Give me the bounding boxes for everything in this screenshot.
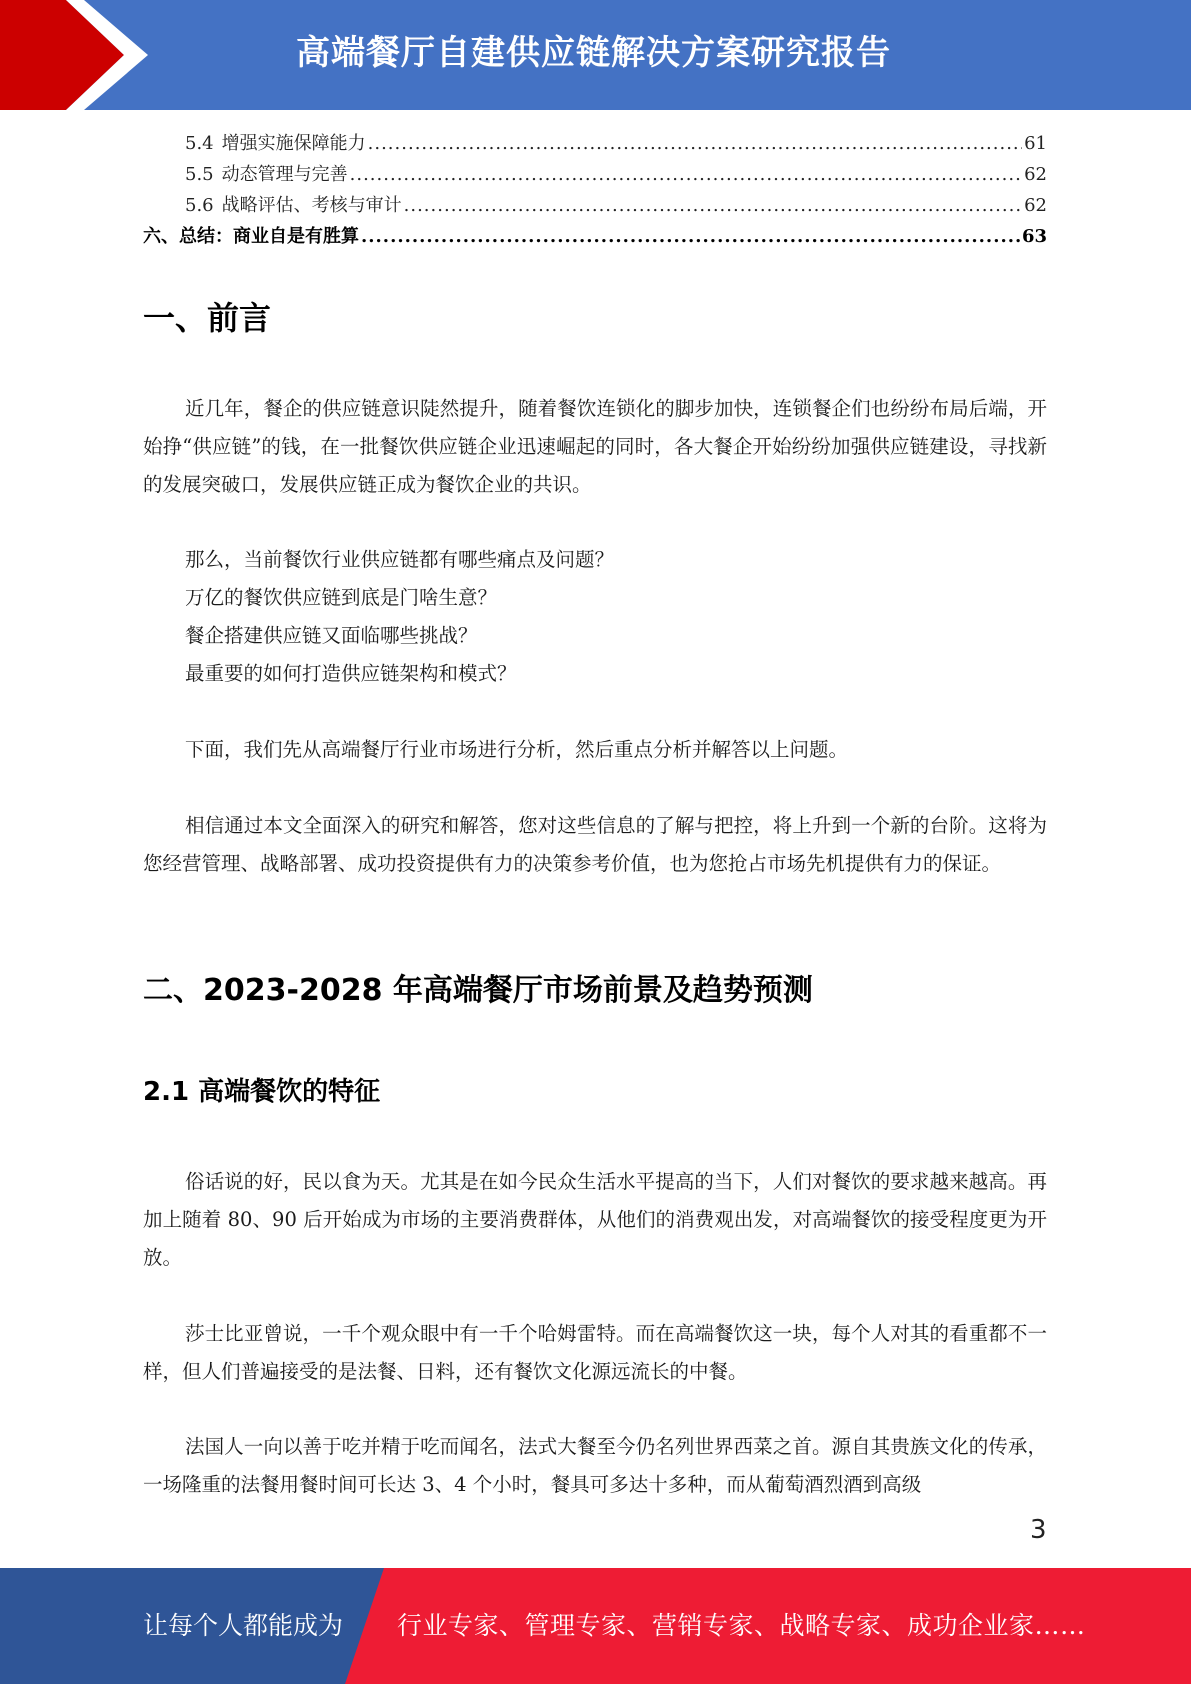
toc-entry-page: 62 bbox=[1024, 164, 1047, 185]
toc-leader-dots bbox=[404, 190, 1022, 221]
toc-entry-page: 63 bbox=[1021, 226, 1047, 247]
toc-leader-dots bbox=[350, 159, 1022, 190]
table-of-contents bbox=[143, 128, 1047, 252]
footer-slogan-left: 让每个人都能成为 bbox=[143, 1611, 344, 1640]
toc-entry-number: 5.6 bbox=[185, 195, 214, 216]
toc-entry-major[interactable] bbox=[143, 221, 1047, 252]
toc-leader-dots bbox=[361, 221, 1020, 252]
toc-entry-title: 动态管理与完善 bbox=[221, 164, 348, 185]
toc-entry-number: 5.5 bbox=[185, 164, 214, 185]
toc-leader-dots bbox=[368, 128, 1022, 159]
question-item: 万亿的餐饮供应链到底是门啥生意？ bbox=[185, 586, 498, 609]
subsection-heading-features: 2.1 高端餐饮的特征 bbox=[143, 1077, 381, 1107]
paragraph: 俗话说的好，民以食为天。尤其是在如今民众生活水平提高的当下，人们对餐饮的要求越来越高。再加上随着 80、90 后开始成为市场的主要消费群体，从他们的消费观出发，对高端餐饮的接受程度更为开放。 bbox=[143, 1170, 1047, 1269]
page-number: 3 bbox=[1030, 1515, 1047, 1545]
header-banner bbox=[0, 0, 1191, 110]
paragraph: 法国人一向以善于吃并精于吃而闻名，法式大餐至今仍名列世界西菜之首。源自其贵族文化的传承，一场隆重的法餐用餐时间可长达 3、4 个小时，餐具可多达十多种，而从葡萄酒烈酒到高级 bbox=[143, 1435, 1047, 1496]
toc-entry-page: 62 bbox=[1024, 195, 1047, 216]
footer-banner bbox=[0, 1568, 1191, 1684]
toc-entry[interactable] bbox=[143, 159, 1047, 190]
toc-entry-title: 战略评估、考核与审计 bbox=[221, 195, 402, 216]
toc-entry-number: 5.4 bbox=[185, 133, 214, 154]
toc-entry-title: 总结：商业自是有胜算 bbox=[179, 226, 359, 247]
section-heading-preface: 一、前言 bbox=[143, 299, 272, 337]
toc-entry-page: 61 bbox=[1024, 133, 1047, 154]
question-item: 餐企搭建供应链又面临哪些挑战？ bbox=[185, 624, 478, 647]
question-list bbox=[185, 541, 614, 693]
header-arrow-decoration bbox=[0, 0, 160, 110]
paragraph: 相信通过本文全面深入的研究和解答，您对这些信息的了解与把控，将上升到一个新的台阶。这将为您经营管理、战略部署、成功投资提供有力的决策参考价值，也为您抢占市场先机提供有力的保证。 bbox=[143, 814, 1047, 875]
question-item: 最重要的如何打造供应链架构和模式？ bbox=[185, 662, 517, 685]
paragraph: 莎士比亚曾说，一千个观众眼中有一千个哈姆雷特。而在高端餐饮这一块，每个人对其的看重都不一样，但人们普遍接受的是法餐、日料，还有餐饮文化源远流长的中餐。 bbox=[143, 1322, 1047, 1383]
footer-slogan-right: 行业专家、管理专家、营销专家、战略专家、成功企业家…… bbox=[397, 1611, 1086, 1640]
paragraph: 下面，我们先从高端餐厅行业市场进行分析，然后重点分析并解答以上问题。 bbox=[185, 738, 849, 761]
toc-entry[interactable] bbox=[143, 128, 1047, 159]
toc-entry-title: 增强实施保障能力 bbox=[221, 133, 366, 154]
report-title: 高端餐厅自建供应链解决方案研究报告 bbox=[296, 33, 891, 73]
question-item: 那么，当前餐饮行业供应链都有哪些痛点及问题？ bbox=[185, 548, 615, 571]
paragraph: 近几年，餐企的供应链意识陡然提升，随着餐饮连锁化的脚步加快，连锁餐企们也纷纷布局后端，开始挣“供应链”的钱，在一批餐饮供应链企业迅速崛起的同时，各大餐企开始纷纷加强供应链建设，寻找新的发展突破口，发展供应链正成为餐饮企业的共识。 bbox=[143, 397, 1047, 496]
section-heading-forecast: 二、2023-2028 年高端餐厅市场前景及趋势预测 bbox=[143, 973, 813, 1008]
toc-entry-number: 六、 bbox=[143, 226, 179, 247]
toc-entry[interactable] bbox=[143, 190, 1047, 221]
